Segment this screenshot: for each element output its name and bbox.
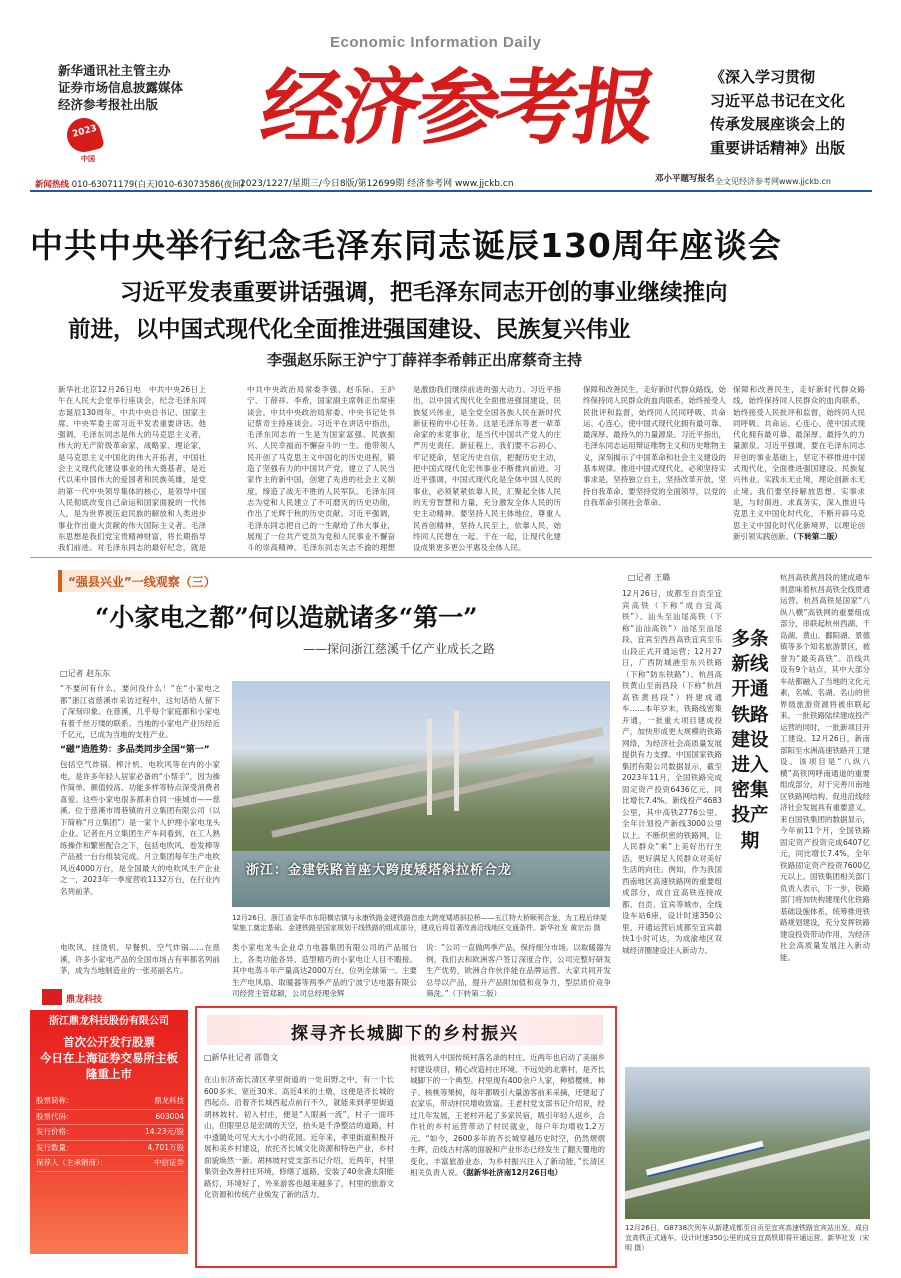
ad-info-key: 股票简称： bbox=[36, 1096, 74, 1105]
rural-source-note: （据新华社济南12月26日电） bbox=[462, 1168, 563, 1177]
feature-headline[interactable]: “小家电之都”何以造就诸多“第一” bbox=[95, 603, 478, 632]
feature-column-1-end: 电吹风、挂烫机、早餐机、空气炸锅……在慈溪，许多小家电产品的全国市场占有率都名列前茅，成为当地制造业的一张亮丽名片。 bbox=[60, 943, 220, 975]
promo-line: 《深入学习贯彻 bbox=[710, 68, 816, 86]
bridge-tower-shape bbox=[427, 719, 432, 815]
ad-info-value: 4,701万股 bbox=[147, 1142, 184, 1152]
feature-paragraph: “不要问有什么，要问没什么！”在“小家电之都”浙江省慈溪市采访过程中，这句话给人留下了深刻印象。在慈溪，几乎每个家庭都和小家电有着千丝万缕的联系。当地的小家电产业历经近千亿元，已成为当地的支柱产业。 bbox=[60, 684, 220, 739]
lead-column-5 bbox=[733, 384, 865, 552]
rural-byline: □新华社记者 邵鲁文 bbox=[204, 1053, 279, 1062]
ad-info-row bbox=[36, 1110, 184, 1126]
ad-info-value: 鼎龙科技 bbox=[154, 1096, 184, 1105]
ad-info-value: 中信证券 bbox=[154, 1158, 184, 1167]
ad-logo-text: 鼎龙科技 bbox=[66, 995, 103, 1005]
ad-main-line: 首次公开发行股票 bbox=[63, 1035, 155, 1049]
bridge-tower-shape bbox=[454, 711, 459, 811]
rail-column-2-text: 杭昌高铁黄昌段的建成通车则意味着杭昌高铁全线贯通运营。杭昌高铁是国家“八纵八横”高铁网的重要组成部分，串联起杭州西湖、千岛湖、黄山、鄱阳湖、景德镇等多个知名旅游景区，被誉为“最美高铁”。沿线共设有9个站点，其中大部分车站都融入了当地的文化元素，名城、名湖、名山的世界级旅游资源将被串联起来。一批铁路陆续建成投产运营的同时，一批新项目开工建设。12月26日，新南部阳至水洲高速铁路开工建设。该项目是“八纵八横”高铁网呼南通道的重要组成部分，对于完善川南地区铁路网结构、促进沿线经济社会发展具有重要意义。来自国铁集团的数据显示，今年前11个月，全国铁路固定资产投资完成6407亿元，同比增长7.4%，全年铁路固定资产投资7600亿元以上。国铁集团相关部门负责人表示，下一步，铁路部门将加快构建现代化铁路基础设施体系，统筹推进铁路规划建设，充分发挥铁路建设投资带动作用，为经济社会高质量发展注入新动能。 bbox=[780, 573, 870, 962]
calligraphy-credit: 邓小平题写报名 bbox=[655, 174, 715, 184]
rural-headline[interactable]: 探寻齐长城脚下的乡村振兴 bbox=[291, 1024, 519, 1044]
feature-column-1 bbox=[60, 683, 220, 939]
publisher-line: 新华通讯社主管主办 bbox=[58, 63, 171, 78]
company-logo-icon bbox=[42, 989, 62, 1005]
ad-info-row bbox=[36, 1141, 184, 1157]
promo-line: 习近平总书记在文化 bbox=[710, 91, 846, 110]
ad-info-table bbox=[36, 1094, 184, 1172]
feature-subtitle: ——探问浙江慈溪千亿产业成长之路 bbox=[303, 642, 496, 656]
lead-subhead-1: 习近平发表重要讲话强调，把毛泽东同志开创的事业继续推向 bbox=[120, 280, 728, 306]
ad-info-row bbox=[36, 1094, 184, 1110]
ad-main-line: 今日在上海证券交易所主板 bbox=[40, 1051, 178, 1065]
rail-column-1: 12月26日，成都至自贡至宜宾高铁（下称“成自宜高铁”）、汕头至汕尾高铁（下称“汕汕高铁”）汕尾至汕尾段、宜宾至西昌高铁宜宾至乐山段正式开通运营；12月27日，广西防城港至东兴铁路（下称“防东铁路”）、杭昌高铁黄山至南昌段（下称“杭昌高铁黄昌段”）将建成通车……本年岁末，铁路线密集开通，一批重大项目建成投产，加快形成更大规模的铁路网络，为经济社会高质量发展提供有力支撑。中国国家铁路集团有限公司数据显示，截至2023年11月，全国铁路完成固定资产投资6436亿元，同比增长7.4%。新线投产4683公里，其中高铁2776公里。全年计划投产新线3000公里以上。不断织密的铁路网，让人民群众“乘”上美好出行生活，更好满足人民群众对美好生活的向往。例如，作为我国西南地区高速铁路网的重要组成部分，成自宜高铁连接成都、自贡、宜宾等城市，全线设车站6座，设计时速350公里，开通运营后成都至宜宾最快1小时可达，为成渝地区双城经济圈建设注入新动力。 bbox=[622, 589, 722, 955]
ad-main-text bbox=[30, 1034, 188, 1082]
feature-column-2: 类小家电龙头企业卓力电器集团有限公司的产品展台上，各类功能各异、造型精巧的小家电让人目不暇接。其中电蒸斗年产量高达2000万台，位列全球第一。主要生产电风扇、取暖器等两季产品的宁波宁达电器有限公司经营主管郑颖，公司总经理余辉 bbox=[232, 943, 417, 998]
hotline-numbers: 010-63071179(白天)010-63073586(夜间) bbox=[71, 180, 245, 190]
ad-main-line: 隆重上市 bbox=[86, 1067, 132, 1081]
rail-headline-text: 多条新线开通 铁路建设进入密集投产期 bbox=[731, 629, 769, 852]
section-divider bbox=[30, 557, 872, 558]
lead-headline[interactable]: 中共中央举行纪念毛泽东同志诞辰130周年座谈会 bbox=[30, 226, 782, 265]
series-tag: “强县兴业”一线观察（三） bbox=[58, 570, 218, 592]
anniversary-logo bbox=[67, 118, 162, 170]
lead-column-5-text: 保障和改善民生，走好新时代群众路线，始终保持同人民群众的血肉联系，始终接受人民批评和监督，始终同人民同呼吸、共命运、心连心，使中国式现代化拥有最可靠、最深厚、最持久的力量源泉。习近平强调，要在毛泽东同志开创的事业基础上，坚定不移推进中国式现代化，全面推进强国建设、民族复兴伟业。实践永无止境，理论创新永无止境。我们要坚持解放思想、实事求是，与时俱进、求真务实，深入推进马克思主义中国化时代化，不断开辟马克思主义中国化时代化新境界，以理论创新引领实践创新。 bbox=[733, 385, 865, 541]
ad-logo-bar bbox=[30, 984, 188, 1010]
ad-info-value: 603004 bbox=[155, 1111, 184, 1121]
publisher-line: 证券市场信息披露媒体 bbox=[58, 80, 184, 95]
train-photo[interactable] bbox=[625, 1067, 870, 1219]
ad-company-name: 浙江鼎龙科技股份有限公司 bbox=[49, 1016, 169, 1027]
promo-line: 传承发展座谈会上的 bbox=[710, 115, 846, 133]
train-photo-caption: 12月26日，G8738次列车从新建成都至自贡至宜宾高速铁路宜宾站出发，成自宜高铁正式通车。设计时速350公里的成自宜高铁即将开通运营。新华社发（宋明 摄） bbox=[625, 1224, 870, 1252]
rail-vertical-headline[interactable] bbox=[729, 627, 771, 854]
lead-column-4: 保障和改善民生，走好新时代群众路线，始终保持同人民群众的血肉联系，始终接受人民批评和监督，始终同人民同呼吸、共命运、心连心，使中国式现代化拥有最可靠、最深厚、最持久的力量源泉。习近平指出，毛泽东同志运用辩证唯物主义和历史唯物主义，深刻揭示了中国革命和社会主义建设的基本规律。推进中国式现代化，必须坚持实事求是，坚持独立自主，坚持改革开放，坚持自我革命。要坚持党的全面领导，以党的自我革命引领社会革命。 bbox=[583, 385, 726, 507]
publisher-line: 经济参考报社出版 bbox=[58, 97, 159, 112]
logo-caption: 中国 bbox=[81, 155, 95, 163]
masthead-rule bbox=[30, 190, 872, 192]
promo-line: 重要讲话精神》出版 bbox=[710, 138, 846, 157]
viaduct-shape bbox=[625, 1123, 870, 1203]
logo-year: 2023 bbox=[71, 123, 99, 140]
feature-column-3: 说：“公司一直做两季产品，保持细分市场。以取暖器为例，我们去和欧洲客户签订深度合作，公司完整好研发生产优势，欧洲合作伙伴能在品牌运营、大家共同开发总导以产品，提升产品附加值和竞争力，型层质价竞争筛洗。”（下转第二版） bbox=[426, 943, 611, 998]
rural-column-1: 在山东济南长清区孝里街道的一处田野之中，有一个长600多米、宽近30米、高近4米的土墩，这便是齐长城的西起点。沿着齐长城西起点前行不久，就能来到孝里街道胡林坡村。初入村庄，便是“入眼画一流”，村子一面环山，但眼里总是宏阔的天空，抬头是千净整洁的道路，村中透随处可见大大小小的花园。近年来，孝里街道积极开展和美乡村建设，依托齐长城文化资源和特色产业，乡村面貌焕然一新。胡林坡村党支部书记介绍，近两年，村里集资金改善村庄环境，修缮了道路，安装了40余盏太阳能路灯，环境好了，外来游客也越来越多了，村里的旅游文化资源和传统产业焕发了新的活力。 bbox=[204, 1075, 394, 1199]
fulltext-link[interactable]: 全文见经济参考网www.jjckb.cn bbox=[715, 177, 832, 186]
lead-subhead-3: 李强赵乐际王沪宁丁薛祥李希韩正出席蔡奇主持 bbox=[267, 351, 583, 369]
lead-column-2: 中共中央政治局常委李强、赵乐际、王沪宁、丁薛祥、李希，国家副主席韩正出席座谈会。中共中央政治局常委、中央书记处书记蔡奇主持座谈会。习近平在讲话中指出，毛泽东同志的一生是为国家富强、民族振兴、人民幸福而不懈奋斗的一生。他带领人民开创了马克思主义中国化的历史进程，锻造了坚强有力的中国共产党，建立了人民当家作主的新中国，创建了先进的社会主义制度，缔造了战无不胜的人民军队。毛泽东同志为党和人民建立了不可磨灭的历史功勋，作出了光辉于秋的历史贡献。习近平强调，毛泽东同志把自己的一生献给了伟大事业，展现了一位共产党员为党和人民事业不懈奋斗的崇高精神。毛泽东同志矢志不渝的理想 bbox=[247, 385, 395, 552]
publisher-lines bbox=[58, 62, 183, 113]
hotline-label: 新闻热线 bbox=[35, 180, 70, 190]
ad-info-key: 股票代码： bbox=[36, 1111, 74, 1121]
feature-paragraph: 包括空气炸锅、榨汁机、电吹风等在内的小家电，是许多年轻人居家必备的“小帮手”，因为操作简单、颜值较高、功能多样等特点深受消费者喜爱。这些小家电很多都来自同一座城市——慈溪。位于慈溪市周巷镇的月立集团有限公司（以下简称“月立集团”）是一家个人护理小家电龙头企业。记者在月立集团生产车间看到，在工人熟练操作和繁密配合之下，包括电吹风、卷发棒等产品被一台台组装完成。月立集团每年生产电吹风近4000万台，是全国最大的电吹风生产企业之一，2023年一季度营收1132万台，在行业内名列前茅。 bbox=[60, 760, 220, 896]
continued-note[interactable]: （下转第二版） bbox=[793, 531, 842, 541]
rail-byline: □记者 王璐 bbox=[628, 573, 671, 582]
masthead-title: 经济参考报 bbox=[255, 60, 659, 156]
rail-column-2 bbox=[770, 572, 870, 1052]
photo-overlay-caption: 浙江：金建铁路首座大跨度矮塔斜拉桥合龙 bbox=[246, 863, 513, 878]
ad-info-row bbox=[36, 1156, 184, 1172]
rural-column-2 bbox=[410, 1052, 605, 1262]
english-title: Economic Information Daily bbox=[330, 34, 542, 51]
photo-note: 12月26日，浙江省金华市东阳横店镇与永康铁路金建铁路首座大跨度矮塔斜拉桥——五江特大桥顺利合龙，为工程后续架梁施工奠定基础。金建铁路是国家规划干线铁路的组成部分，建成后将显著改善沿线地区交通条件。新华社发 黄宗治 摄 bbox=[232, 914, 607, 932]
news-hotline bbox=[35, 178, 244, 190]
feature-byline: □记者 赵东东 bbox=[60, 669, 111, 678]
ad-info-key: 发行价格： bbox=[36, 1127, 74, 1136]
lead-column-3: 是激励我们继续前进的强大动力。习近平指出，以中国式现代化全面推进强国建设、民族复兴伟业，是全党全国各族人民在新时代新征程的中心任务。这是毛泽东等老一辈革命家的未竟事业，是当代中国共产党人的庄严历史责任。新征程上，我们要不忘初心、牢记使命，坚定历史自信，把握历史主动，把中国式现代化宏伟事业不断推向前进。习近平强调，中国式现代化是全体中国人民的事业，必须紧紧依靠人民，汇聚起全体人民的无穷智慧和力量，充分激发全体人民的历史主动精神。要坚持人民主体地位，尊重人民首创精神，坚持人民至上，依靠人民，始终同人民想在一起、干在一起，让现代化建设成果更多更公平惠及全体人民。 bbox=[413, 385, 561, 552]
bridge-photo[interactable] bbox=[232, 681, 610, 907]
lead-column-1: 新华社北京12月26日电 中共中央26日上午在人民大会堂举行座谈会，纪念毛泽东同志诞辰130周年。中共中央总书记、国家主席、中央军委主席习近平发表重要讲话。他强调，毛泽东同志是伟大的马克思主义者，伟大的无产阶级革命家、战略家、理论家，是马克思主义中国化的伟大开拓者，中国社会主义现代化建设事业的伟大奠基者，是近代以来中国伟大的爱国者和民族英雄，是党的第一代中央领导集体的核心，是领导中国人民彻底改变自己命运和国家面貌的一代伟人，是为世界被压迫民族的解放和人类进步事业作出重大贡献的伟大国际主义者。毛泽东思想是我们党宝贵精神财富，将长期指导我们前进。对毛泽东同志的最好纪念，就是 bbox=[58, 385, 206, 552]
ad-info-row bbox=[36, 1125, 184, 1141]
rural-column-2-text: 批被列入中国传统村落名录的村庄。近两年也启动了美丽乡村建设项目，精心改造村庄环境。不远处的北寨村，是齐长城脚下的一个典型。村里现有400余户人家，种植樱桃、柿子、核桃等果树，每年都吸引大量游客前来采摘，还建起了农家乐，带动村民增收致富。王老村党支部书记介绍说，经过几年发展，王老村开起了多家民宿，吸引年轻人返乡，合作社的乡村运营带动了村民就业，每户年均增收1.2万元。“如今，2600多年的齐长城穿越历史时空，仍然熠熠生辉，沿线古村落的面貌和产业形态已经发生了翻天覆地的变化。丰富旅游业态，为乡村振兴注入了新动能，”长清区相关负责人说。 bbox=[410, 1053, 605, 1177]
ad-info-key: 保荐人（主承销商）： bbox=[36, 1158, 108, 1167]
ad-info-value: 14.23元/股 bbox=[145, 1127, 184, 1136]
issue-info: 2023/1227/星期三/今日8版/第12699期 经济参考网 www.jjckb.cn bbox=[240, 179, 514, 189]
flame-logo-icon bbox=[63, 114, 105, 156]
lead-subhead-2: 前进，以中国式现代化全面推进强国建设、民族复兴伟业 bbox=[68, 317, 631, 343]
ad-info-key: 发行数量： bbox=[36, 1142, 74, 1152]
promo-block[interactable] bbox=[710, 66, 845, 160]
feature-section-head: “磁”造胜势：多品类同步全国“第一” bbox=[60, 744, 210, 755]
